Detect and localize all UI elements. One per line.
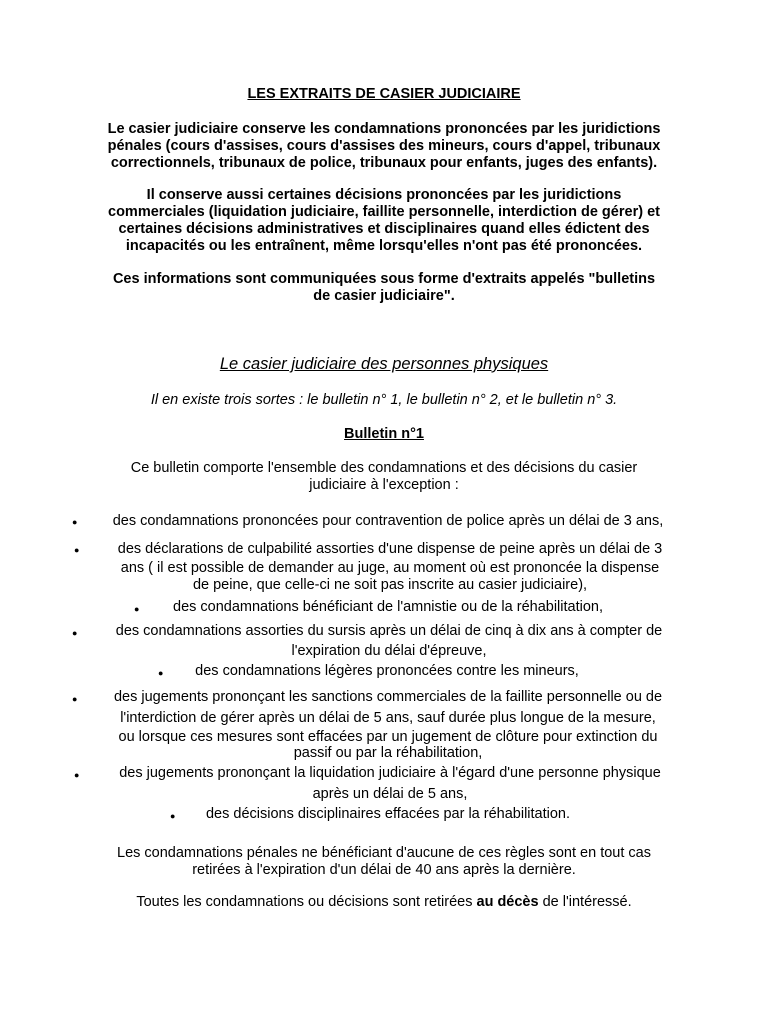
text-line: des condamnations légères prononcées contre les mineurs, [195, 663, 579, 679]
bullet-icon: ● [74, 545, 80, 555]
intro-paragraph-1 [0, 121, 768, 172]
text-line: Ce bulletin comporte l'ensemble des condamnations et des décisions du casier [130, 460, 638, 476]
bullet-icon: ● [158, 668, 164, 678]
text-line: Le casier judiciaire conserve les condamnations prononcées par les juridictions [107, 121, 661, 137]
final-sentence-after: de l'intéressé. [538, 894, 632, 910]
text-line: des condamnations assorties du sursis après un délai de cinq à dix ans à compter de [115, 623, 663, 639]
document-title: LES EXTRAITS DE CASIER JUDICIAIRE [247, 86, 521, 102]
closing-paragraph [0, 845, 768, 879]
bullet-icon: ● [170, 811, 176, 821]
text-line: certaines décisions administratives et disciplinaires quand elles édictent des [118, 221, 650, 237]
bullet-icon: ● [74, 770, 80, 780]
list-item [88, 540, 692, 594]
list-item [150, 598, 626, 617]
bullet-icon: ● [134, 604, 140, 614]
bullet-icon: ● [72, 628, 78, 638]
text-line: retirées à l'expiration d'un délai de 40 ans après la dernière. [192, 862, 576, 878]
bulletin-intro [0, 460, 768, 494]
text-line: de casier judiciaire". [313, 288, 455, 304]
text-line: de peine, que celle-ci ne soit pas inscrite au casier judiciaire), [192, 577, 588, 593]
text-line: incapacités ou les entraînent, même lorsqu'elles n'ont pas été prononcées. [125, 238, 643, 254]
final-sentence [0, 894, 768, 911]
text-line: commerciales (liquidation judiciaire, faillite personnelle, interdiction de gérer) et [108, 204, 660, 220]
bullet-icon: ● [72, 517, 78, 527]
text-line: judiciaire à l'exception : [309, 477, 459, 493]
text-line: des déclarations de culpabilité assorties d'une dispense de peine après un délai de 3 [117, 541, 663, 557]
section-intro: Il en existe trois sortes : le bulletin n° 1, le bulletin n° 2, et le bulletin n° 3. [150, 392, 618, 408]
list-item [172, 662, 602, 681]
text-line: après un délai de 5 ans, [312, 786, 468, 802]
list-item [86, 688, 690, 762]
final-sentence-bold: au décès [476, 894, 539, 910]
section-title: Le casier judiciaire des personnes physiques [219, 355, 549, 373]
text-line: ou lorsque ces mesures sont effacées par un jugement de clôture pour extinction du [118, 729, 658, 745]
text-line: des condamnations bénéficiant de l'amnistie ou de la réhabilitation, [173, 599, 603, 615]
text-line: l'expiration du délai d'épreuve, [291, 643, 487, 659]
list-item [184, 805, 592, 824]
bullet-icon: ● [72, 694, 78, 704]
intro-paragraph-3 [0, 271, 768, 305]
list-item [86, 622, 692, 662]
text-line: des décisions disciplinaires effacées par la réhabilitation. [205, 806, 571, 822]
text-line: des jugements prononçant les sanctions commerciales de la faillite personnelle ou de [113, 689, 663, 705]
final-sentence-before: Toutes les condamnations ou décisions sont retirées [136, 894, 477, 910]
text-line: ans ( il est possible de demander au juge, au moment où est prononcée la dispense [120, 560, 660, 576]
text-line: Les condamnations pénales ne bénéficiant d'aucune de ces règles sont en tout cas [117, 845, 651, 861]
text-line: Il conserve aussi certaines décisions prononcées par les juridictions [146, 187, 622, 203]
text-line: correctionnels, tribunaux de police, tribunaux pour enfants, juges des enfants). [110, 155, 658, 171]
intro-paragraph-2 [0, 187, 768, 255]
text-line: passif ou par la réhabilitation, [293, 745, 483, 761]
list-item [88, 764, 692, 805]
text-line: Ces informations sont communiquées sous forme d'extraits appelés "bulletins [112, 271, 656, 287]
text-line: l'interdiction de gérer après un délai de 5 ans, sauf durée plus longue de la mesure, [120, 710, 656, 726]
list-item [86, 512, 690, 531]
text-line: des condamnations prononcées pour contravention de police après un délai de 3 ans, [112, 513, 664, 529]
bulletin-heading: Bulletin n°1 [344, 426, 424, 442]
text-line: pénales (cours d'assises, cours d'assises des mineurs, cours d'appel, tribunaux [107, 138, 661, 154]
text-line: des jugements prononçant la liquidation judiciaire à l'égard d'une personne physique [119, 765, 661, 781]
